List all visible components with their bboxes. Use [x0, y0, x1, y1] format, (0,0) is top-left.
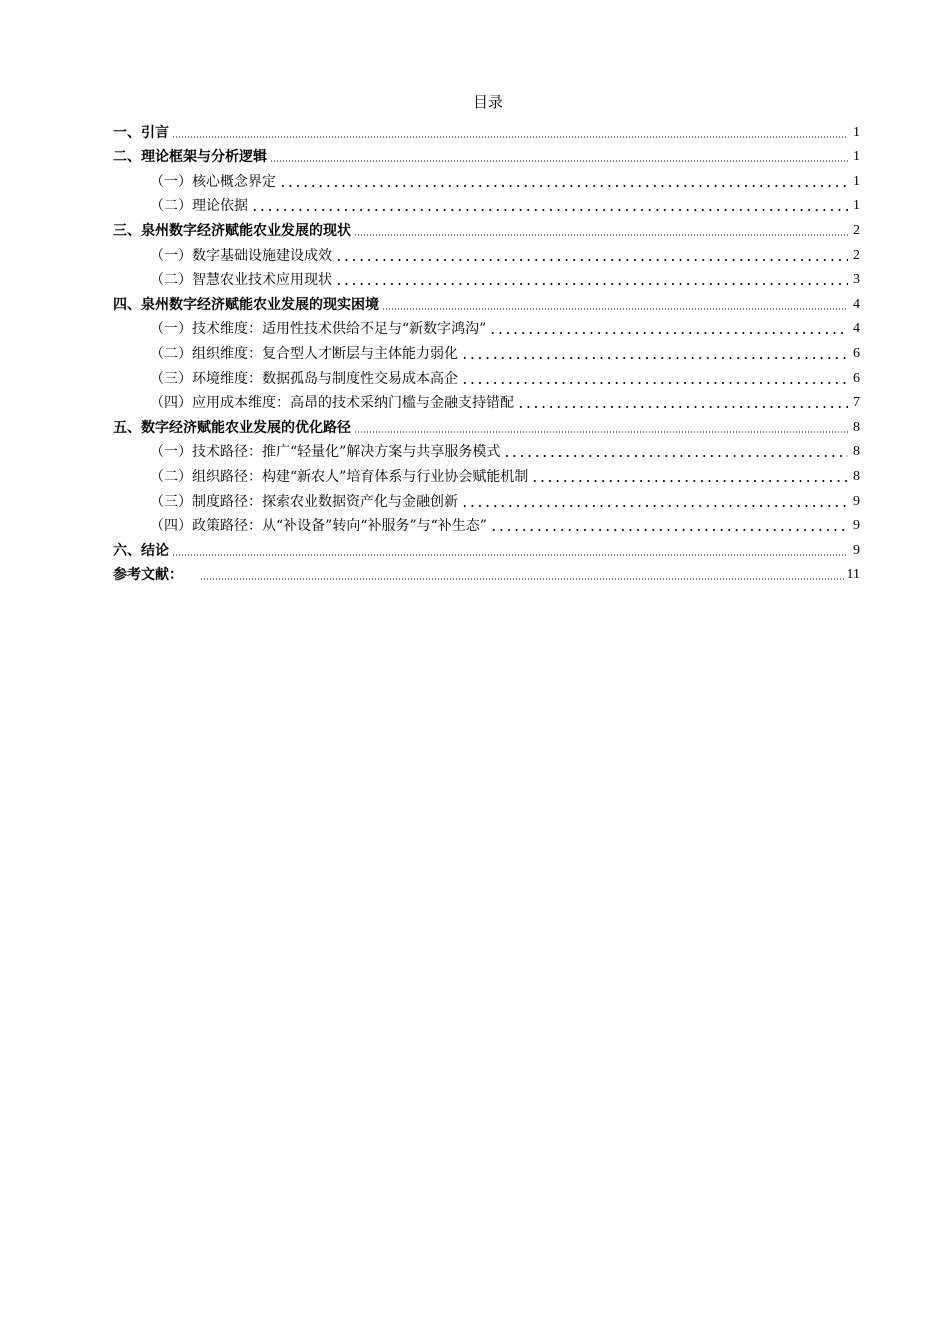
dot-leader: [461, 382, 848, 384]
toc-entry-current-status[interactable]: [113, 216, 860, 241]
toc-entry-references[interactable]: [113, 561, 860, 586]
toc-entry-label: （三）环境维度：数据孤岛与制度性交易成本高企: [150, 370, 458, 387]
toc-entry-challenges[interactable]: [113, 290, 860, 315]
toc-entry-label: 五、数字经济赋能农业发展的优化路径: [113, 419, 351, 436]
dot-leader: [531, 480, 848, 482]
toc-entry-cost-dimension[interactable]: [113, 389, 860, 414]
toc-page-number: 4: [853, 296, 860, 312]
toc-entry-theory-framework[interactable]: [113, 143, 860, 168]
dot-leader: [172, 136, 848, 138]
toc-entry-label: （二）智慧农业技术应用现状: [150, 272, 332, 289]
toc-page-number: 1: [853, 124, 860, 140]
toc-entry-smart-agriculture[interactable]: [113, 266, 860, 291]
toc-page-number: 6: [853, 370, 860, 386]
toc-entry-label: （四）政策路径：从“补设备”转向“补服务”与“补生态”: [150, 518, 487, 535]
toc-entry-optimization-paths[interactable]: [113, 413, 860, 438]
dot-leader: [172, 554, 848, 556]
toc-page-number: 2: [853, 247, 860, 263]
toc-entry-label: 参考文献：: [113, 567, 183, 584]
toc-page-number: 8: [853, 419, 860, 435]
dot-leader: [461, 505, 848, 507]
toc-page-number: 7: [853, 395, 860, 411]
toc-page-number: 8: [853, 468, 860, 484]
toc-entry-core-concepts[interactable]: [113, 167, 860, 192]
dot-leader: [490, 529, 848, 531]
table-of-contents: [113, 118, 860, 585]
dot-leader: [335, 283, 848, 285]
toc-entry-label: 一、引言: [113, 124, 169, 141]
toc-entry-label: （二）组织维度：复合型人才断层与主体能力弱化: [150, 345, 458, 362]
toc-entry-digital-infrastructure[interactable]: [113, 241, 860, 266]
toc-entry-organization-path[interactable]: [113, 462, 860, 487]
toc-entry-label: （三）制度路径：探索农业数据资产化与金融创新: [150, 493, 458, 510]
toc-entry-label: 二、理论框架与分析逻辑: [113, 149, 267, 166]
toc-entry-environment-dimension[interactable]: [113, 364, 860, 389]
toc-entry-label: （二）组织路径：构建“新农人”培育体系与行业协会赋能机制: [150, 468, 529, 485]
toc-entry-technology-path[interactable]: [113, 438, 860, 463]
toc-page-number: 9: [853, 542, 860, 558]
dot-leader: [382, 308, 848, 310]
toc-entry-label: （一）技术路径：推广“轻量化”解决方案与共享服务模式: [150, 444, 501, 461]
toc-entry-label: （二）理论依据: [150, 198, 248, 215]
toc-page-number: 1: [853, 173, 860, 189]
dot-leader: [200, 578, 844, 580]
dot-leader: [461, 357, 848, 359]
toc-page-number: 3: [853, 272, 860, 288]
dot-leader: [251, 209, 848, 211]
toc-entry-label: 四、泉州数字经济赋能农业发展的现实困境: [113, 296, 379, 313]
toc-entry-theoretical-basis[interactable]: [113, 192, 860, 217]
toc-entry-introduction[interactable]: [113, 118, 860, 143]
dot-leader: [335, 259, 848, 261]
toc-page-number: 9: [853, 518, 860, 534]
toc-page-number: 8: [853, 444, 860, 460]
toc-page-number: 2: [853, 222, 860, 238]
toc-entry-institution-path[interactable]: [113, 487, 860, 512]
toc-entry-label: （一）核心概念界定: [150, 173, 276, 190]
dot-leader: [489, 332, 848, 334]
toc-page-number: 1: [853, 198, 860, 214]
toc-entry-label: （四）应用成本维度：高昂的技术采纳门槛与金融支持错配: [150, 395, 514, 412]
toc-entry-policy-path[interactable]: [113, 512, 860, 537]
dot-leader: [270, 160, 848, 162]
dot-leader: [503, 455, 848, 457]
dot-leader: [354, 431, 848, 433]
toc-entry-label: （一）技术维度：适用性技术供给不足与“新数字鸿沟”: [150, 321, 487, 338]
toc-page-number: 6: [853, 345, 860, 361]
toc-entry-label: 六、结论: [113, 542, 169, 559]
toc-page-number: 4: [853, 321, 860, 337]
toc-page-number: 11: [846, 567, 860, 583]
dot-leader: [354, 234, 848, 236]
toc-title: 目录: [472, 93, 503, 111]
dot-leader: [279, 185, 848, 187]
dot-leader: [517, 406, 848, 408]
toc-entry-technology-dimension[interactable]: [113, 315, 860, 340]
toc-page-number: 9: [853, 493, 860, 509]
toc-page-number: 1: [853, 149, 860, 165]
toc-entry-label: （一）数字基础设施建设成效: [150, 247, 332, 264]
toc-entry-organization-dimension[interactable]: [113, 339, 860, 364]
toc-entry-conclusion[interactable]: [113, 536, 860, 561]
toc-entry-label: 三、泉州数字经济赋能农业发展的现状: [113, 222, 351, 239]
